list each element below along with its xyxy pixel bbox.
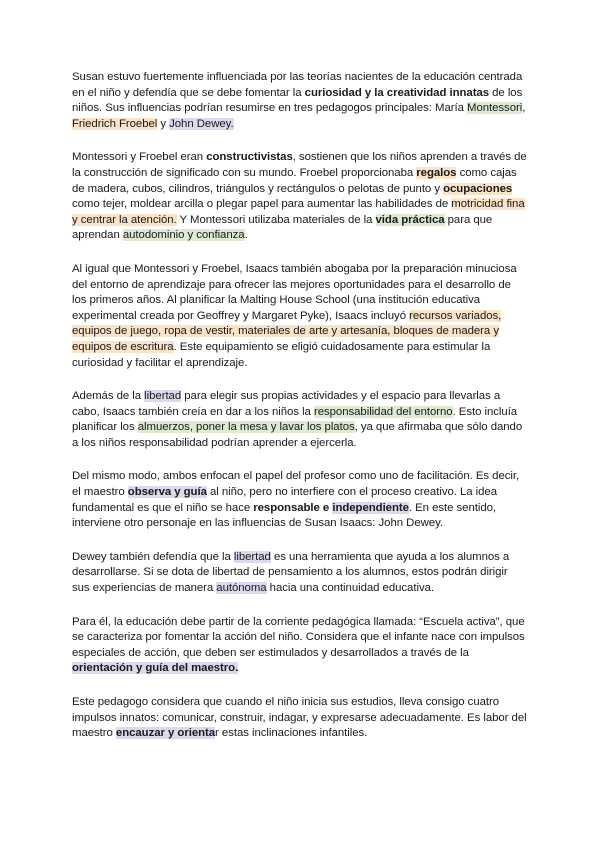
paragraph-1	[72, 70, 528, 132]
highlight-orange: recursos variados, equipos de juego, ropa de vestir, materiales de arte y artesanía, bloques de madera y equipos de escritura	[72, 309, 502, 353]
highlight-purple: libertad	[233, 550, 271, 563]
paragraph-3	[72, 262, 528, 371]
text-run: . Este equipamiento se eligió cuidadosamente para estimular la curiosidad y facilitar el aprendizaje.	[72, 340, 491, 369]
highlight-orange: motricidad fina y centrar la atención.	[72, 198, 525, 226]
document-body	[72, 70, 528, 742]
paragraph-5	[72, 469, 528, 531]
paragraph-7	[72, 615, 528, 677]
text-run: . Esto incluía planificar los	[72, 405, 518, 434]
text-run: Para él, la educación debe partir de la corriente pedagógica llamada: “Escuela activa”, que se caracteriza por fomentar la acción del niño. Considera que el infante nace con impulsos especiales de acción, que deben ser estimulados y desarrollados a través de la	[72, 615, 525, 659]
text-run: Y Montessori utilizaba materiales de la	[176, 213, 376, 226]
highlight-orange-bold: ocupaciones	[443, 182, 513, 195]
text-run: Susan estuvo fuertemente influenciada por las teorías nacientes de la educación centrada en el niño y defendía que se debe fomentar la	[72, 71, 523, 99]
text-run: Este pedagogo considera que cuando el niño inicia sus estudios, lleva consigo cuatro impulsos innatos: comunicar, construir, indagar, y expresarse adecuadamente. Es labor del maestro	[72, 696, 527, 740]
text-run: y	[157, 117, 170, 130]
paragraph-4	[72, 389, 528, 451]
highlight-orange-bold: regalos	[416, 166, 457, 179]
highlight-green-bold: vida práctica	[375, 213, 445, 226]
bold-text: curiosidad y la creatividad innatas	[304, 86, 490, 99]
text-run: .	[244, 229, 248, 242]
highlight-purple-bold: observa y guía	[127, 486, 207, 499]
highlight-green: responsabilidad del entorno	[313, 405, 453, 418]
text-run: Dewey también defendía que la	[72, 550, 234, 563]
text-run: como cajas de madera, cubos, cilindros, triángulos y rectángulos o pelotas de punto y	[72, 166, 517, 195]
paragraph-2	[72, 150, 528, 244]
highlight-purple: autónoma	[216, 582, 267, 595]
paragraph-8	[72, 695, 528, 742]
text-run: ,	[522, 102, 526, 115]
highlight-purple-bold: orientación y guía del maestro.	[72, 662, 239, 675]
text-run: Al igual que Montessori y Froebel, Isaacs también abogaba por la preparación minuciosa del entorno de aprendizaje para ofrecer las mejores oportunidades para el desarrollo de los primeros años. Al planificar la Malting House School (una institución educativa experimental creada por Geoffrey y Margaret Pyke), Isaacs incluyó	[72, 262, 517, 322]
text-run: Del mismo modo, ambos enfocan el papel del profesor como uno de facilitación. Es decir, el maestro	[72, 470, 520, 499]
highlight-purple: John Dewey.	[169, 117, 234, 130]
text-run: para elegir sus propias actividades y el espacio para llevarlas a cabo, Isaacs también creía en dar a los niños la	[72, 390, 501, 418]
text-run: al niño, pero no interfiere con el proceso creativo. La idea fundamental es que el niño se hace	[72, 486, 497, 514]
highlight-purple: libertad	[144, 390, 182, 403]
text-run: Montessori y Froebel eran	[72, 151, 207, 164]
paragraph-6	[72, 550, 528, 597]
bold-text: responsable e	[253, 501, 333, 514]
bold-text: constructivistas	[206, 151, 293, 164]
text-run: . En este sentido, interviene otro personaje en las influencias de Susan Isaacs: John Dewey.	[72, 501, 497, 530]
text-run: es una herramienta que ayuda a los alumnos a desarrollarse. Si se dota de libertad de pensamiento a los alumnos, estos podrán dirigir sus experiencias de manera	[72, 550, 510, 595]
highlight-purple-bold: encauzar y orienta	[115, 727, 216, 740]
text-run: , sostienen que los niños aprenden a través de la construcción de significado con su mundo. Froebel proporcionaba	[72, 151, 527, 179]
text-run: como tejer, moldear arcilla o plegar papel para aumentar las habilidades de	[72, 198, 452, 211]
text-run: para que aprendan	[72, 213, 493, 242]
text-run: r estas inclinaciones infantiles.	[215, 727, 368, 740]
highlight-green: Montessori	[467, 102, 523, 115]
text-run: de los niños. Sus influencias podrían resumirse en tres pedagogos principales: María	[72, 86, 523, 115]
text-run: , ya que afirmaba que sólo dando a los niños responsabilidad podrían aprender a ejercerla.	[72, 421, 523, 449]
highlight-purple-bold: independiente	[332, 501, 409, 514]
highlight-green: almuerzos, poner la mesa y lavar los platos	[137, 421, 355, 434]
text-run: hacia una continuidad educativa.	[266, 582, 434, 595]
text-run: Además de la	[72, 390, 145, 403]
highlight-orange: Friedrich Froebel	[72, 117, 158, 130]
highlight-green: autodominio y confianza	[122, 229, 245, 242]
